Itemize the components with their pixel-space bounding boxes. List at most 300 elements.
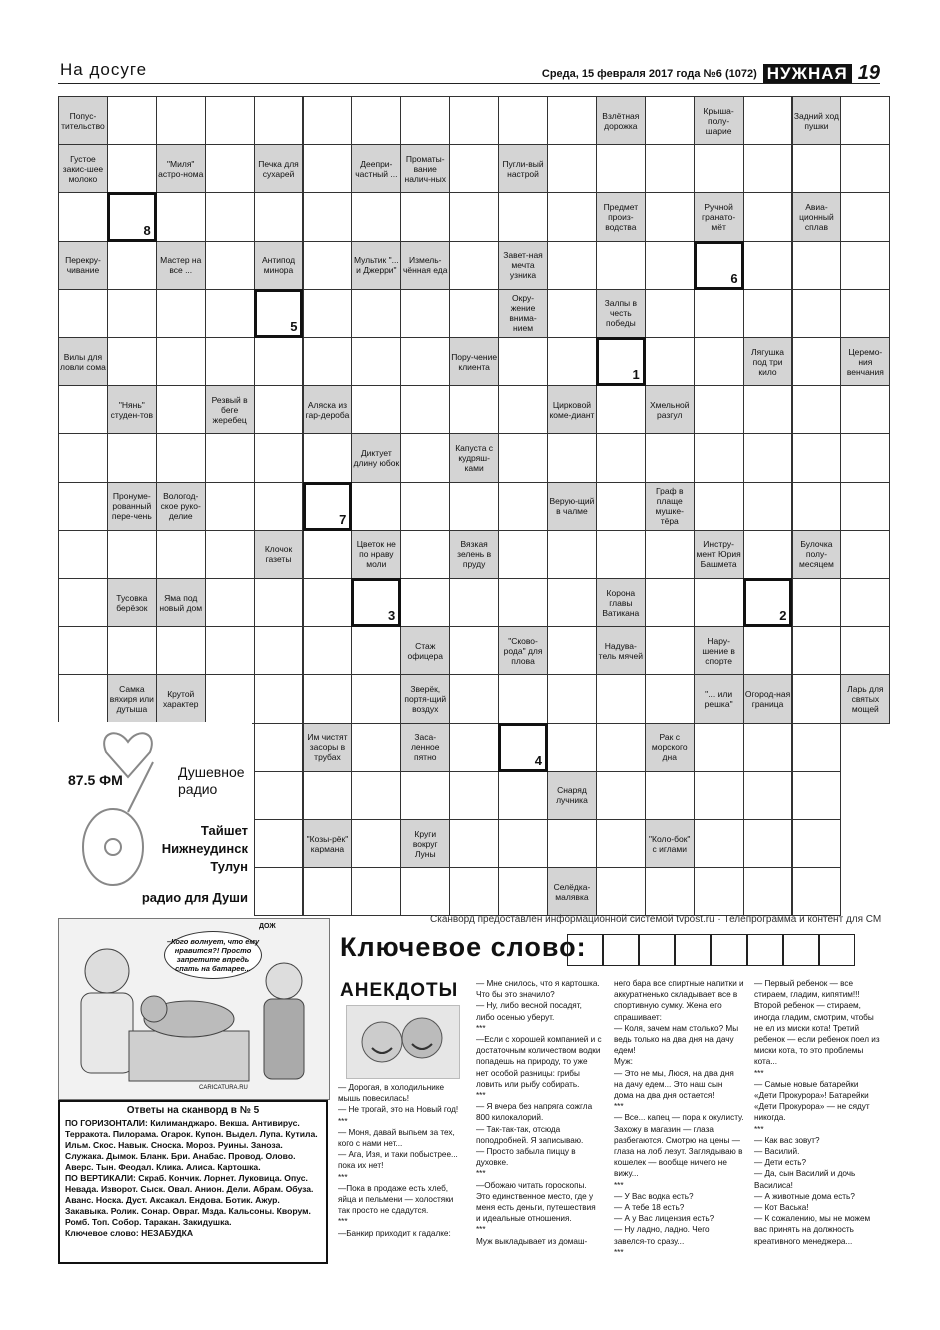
keyword-answer: НЕЗАБУДКА — [141, 1228, 194, 1238]
clue-cell — [498, 289, 548, 338]
clue-text: Проматы-вание налич-ных — [404, 153, 446, 184]
clue-text: Заса-ленное пятно — [410, 732, 440, 763]
answer-cell[interactable] — [645, 867, 695, 916]
clue-text: Пугли-вый настрой — [502, 158, 544, 179]
answer-cell[interactable] — [58, 578, 108, 627]
answer-cell[interactable] — [449, 192, 499, 241]
answer-cell[interactable] — [547, 144, 597, 193]
clue-text: Пору-чение клиента — [451, 351, 498, 372]
keyword-cell[interactable] — [596, 337, 646, 386]
answer-cell[interactable] — [743, 819, 793, 868]
answers-horizontal — [65, 1118, 321, 1173]
answer-cell[interactable] — [303, 96, 353, 145]
answer-cell[interactable] — [498, 482, 548, 531]
answer-cell[interactable] — [449, 241, 499, 290]
answer-cell[interactable] — [840, 192, 890, 241]
answer-cell[interactable] — [156, 385, 206, 434]
answer-cell[interactable] — [792, 433, 842, 482]
answer-cell[interactable] — [303, 578, 353, 627]
clue-text: Вологод-ское руко-делие — [160, 491, 201, 522]
clue-cell — [400, 241, 450, 290]
clue-text: Задний ход пушки — [793, 110, 839, 131]
answer-cell[interactable] — [205, 578, 255, 627]
answer-cell[interactable] — [58, 626, 108, 675]
answer-cell[interactable] — [547, 289, 597, 338]
clue-cell — [596, 289, 646, 338]
answer-cell[interactable] — [792, 289, 842, 338]
answers-vertical — [65, 1173, 321, 1228]
keyword-letter-box[interactable] — [747, 934, 783, 966]
answer-cell[interactable] — [205, 241, 255, 290]
answer-cell[interactable] — [58, 482, 108, 531]
answer-cell[interactable] — [840, 433, 890, 482]
answer-cell[interactable] — [743, 289, 793, 338]
answer-cell[interactable] — [645, 192, 695, 241]
clue-cell — [596, 192, 646, 241]
answer-cell[interactable] — [156, 289, 206, 338]
clue-text: Попус-тительство — [61, 110, 105, 131]
clue-text: Булочка полу-месяцем — [799, 539, 834, 570]
answer-cell[interactable] — [743, 96, 793, 145]
clue-text: Верую-щий в чалме — [549, 496, 595, 517]
answer-cell[interactable] — [743, 385, 793, 434]
answer-cell[interactable] — [107, 530, 157, 579]
clue-cell — [694, 626, 744, 675]
clue-text: Граф в плаще мушке-тёра — [655, 486, 684, 527]
clue-text: Перекру-чивание — [65, 255, 101, 276]
keyword-letter-box[interactable] — [711, 934, 747, 966]
clue-cell — [205, 385, 255, 434]
answer-cell[interactable] — [58, 289, 108, 338]
keyword-letter-box[interactable] — [567, 934, 603, 966]
clue-text: Огород-ная граница — [744, 688, 791, 709]
clue-cell — [840, 674, 890, 723]
header-rule — [58, 83, 880, 84]
answer-cell[interactable] — [254, 771, 304, 820]
answer-cell[interactable] — [743, 530, 793, 579]
clue-cell — [107, 674, 157, 723]
answer-cell[interactable] — [351, 819, 401, 868]
answer-cell[interactable] — [400, 96, 450, 145]
keyword-number: 7 — [339, 511, 347, 527]
answer-cell[interactable] — [547, 530, 597, 579]
page-number: 19 — [857, 62, 880, 84]
answer-cell[interactable] — [107, 626, 157, 675]
keyword-letter-box[interactable] — [675, 934, 711, 966]
answer-cell[interactable] — [303, 289, 353, 338]
answer-cell[interactable] — [498, 674, 548, 723]
answer-cell[interactable] — [498, 771, 548, 820]
answer-cell[interactable] — [58, 530, 108, 579]
answer-cell[interactable] — [694, 723, 744, 772]
answer-cell[interactable] — [840, 289, 890, 338]
answer-cell[interactable] — [840, 530, 890, 579]
answer-cell[interactable] — [547, 337, 597, 386]
answer-cell[interactable] — [792, 241, 842, 290]
answer-cell[interactable] — [254, 723, 304, 772]
answer-cell[interactable] — [449, 674, 499, 723]
answer-cell[interactable] — [156, 96, 206, 145]
answer-cell[interactable] — [254, 626, 304, 675]
answer-cell[interactable] — [400, 771, 450, 820]
answer-cell[interactable] — [303, 433, 353, 482]
keyword-cell[interactable] — [254, 289, 304, 338]
answer-cell[interactable] — [351, 674, 401, 723]
answer-cell[interactable] — [840, 482, 890, 531]
city-name: Тайшет — [200, 823, 248, 838]
answer-cell[interactable] — [645, 96, 695, 145]
answer-cell[interactable] — [596, 530, 646, 579]
answer-cell[interactable] — [254, 96, 304, 145]
answer-cell[interactable] — [743, 144, 793, 193]
answer-cell[interactable] — [694, 337, 744, 386]
answer-cell[interactable] — [205, 433, 255, 482]
answer-cell[interactable] — [792, 337, 842, 386]
answer-cell[interactable] — [107, 289, 157, 338]
answer-cell[interactable] — [792, 674, 842, 723]
answer-cell[interactable] — [449, 723, 499, 772]
answer-cell[interactable] — [400, 385, 450, 434]
answer-cell[interactable] — [840, 578, 890, 627]
clue-cell — [449, 433, 499, 482]
keyword-cell[interactable] — [107, 192, 157, 241]
answer-cell[interactable] — [449, 144, 499, 193]
answer-cell[interactable] — [743, 482, 793, 531]
answer-cell[interactable] — [449, 289, 499, 338]
answer-cell[interactable] — [596, 144, 646, 193]
clue-text: Церемо-ния венчания — [846, 346, 884, 377]
answer-cell[interactable] — [449, 819, 499, 868]
answer-cell[interactable] — [156, 433, 206, 482]
answer-cell[interactable] — [449, 578, 499, 627]
answer-cell[interactable] — [254, 867, 304, 916]
answer-cell[interactable] — [840, 241, 890, 290]
clue-text: Мастер на все ... — [160, 255, 202, 276]
answer-cell[interactable] — [303, 337, 353, 386]
answer-cell[interactable] — [156, 626, 206, 675]
answer-cell[interactable] — [400, 289, 450, 338]
clue-text: Завет-ная мечта узника — [503, 250, 543, 281]
answer-cell[interactable] — [449, 385, 499, 434]
clue-text: Крутой характер — [163, 688, 199, 709]
answer-cell[interactable] — [840, 96, 890, 145]
answer-cell[interactable] — [254, 337, 304, 386]
answer-cell[interactable] — [351, 867, 401, 916]
clue-text: Снаряд лучника — [556, 785, 588, 806]
answer-cell[interactable] — [645, 289, 695, 338]
answer-cell[interactable] — [254, 192, 304, 241]
answer-cell[interactable] — [498, 96, 548, 145]
answer-cell[interactable] — [205, 192, 255, 241]
clue-cell — [498, 241, 548, 290]
answer-cell[interactable] — [645, 433, 695, 482]
answer-cell[interactable] — [156, 530, 206, 579]
answer-cell[interactable] — [694, 867, 744, 916]
answer-cell[interactable] — [303, 241, 353, 290]
answer-cell[interactable] — [400, 192, 450, 241]
answer-cell[interactable] — [498, 337, 548, 386]
answer-cell[interactable] — [645, 241, 695, 290]
clue-text: Ручной гранато-мёт — [702, 201, 736, 232]
keyword-letter-box[interactable] — [603, 934, 639, 966]
answer-cell[interactable] — [303, 626, 353, 675]
clue-text: Ларь для святых мощей — [847, 683, 884, 714]
clue-cell — [498, 144, 548, 193]
keyword-number: 3 — [388, 608, 396, 624]
answer-cell[interactable] — [547, 674, 597, 723]
answer-cell[interactable] — [694, 578, 744, 627]
answer-cell[interactable] — [645, 626, 695, 675]
answer-cell[interactable] — [254, 674, 304, 723]
answer-cell[interactable] — [792, 819, 842, 868]
answer-cell[interactable] — [449, 867, 499, 916]
answer-cell[interactable] — [498, 578, 548, 627]
jokes-column-2: — Мне снилось, что я картошка. Что бы это значило? — Ну, либо весной посадят, либо осенью уберут. *** —Если с хорошей компанией и с достаточным количеством водки попадешь на природу, то уже нет особой разницы: грибы ловить или рыбу собирать. *** — Я вчера без напряга сожгла 800 килокалорий. — Так-так-так, отсюда поподробней. Я записываю. — Просто забыла пиццу в духовке. *** —Обожаю читать гороскопы. Это единственное место, где у меня есть деньги, путешествия и идеальные отношения. *** Муж выкладывает из домаш- — [476, 979, 602, 1246]
answer-cell[interactable] — [107, 337, 157, 386]
answer-cell[interactable] — [840, 385, 890, 434]
answer-cell[interactable] — [498, 192, 548, 241]
answer-cell[interactable] — [254, 482, 304, 531]
answer-cell[interactable] — [303, 674, 353, 723]
answer-cell[interactable] — [547, 578, 597, 627]
speech-bubble: –Кого волнует, что ему нравится?! Просто запретите впредь спать на батарее... — [164, 931, 262, 979]
answer-cell[interactable] — [792, 578, 842, 627]
answer-cell[interactable] — [156, 192, 206, 241]
answer-cell[interactable] — [351, 771, 401, 820]
city-name: Нижнеудинск — [161, 841, 248, 856]
answer-cell[interactable] — [351, 192, 401, 241]
clue-text: Антипод минора — [261, 255, 296, 276]
answer-cell[interactable] — [743, 771, 793, 820]
answer-cell[interactable] — [596, 241, 646, 290]
answer-cell[interactable] — [449, 96, 499, 145]
answer-cell[interactable] — [351, 482, 401, 531]
answers-title: Ответы на сканворд в № 5 — [126, 1105, 260, 1116]
answer-cell[interactable] — [254, 433, 304, 482]
answer-cell[interactable] — [792, 723, 842, 772]
keyword-cell[interactable] — [498, 723, 548, 772]
answer-cell[interactable] — [792, 385, 842, 434]
clue-text: Деепри-частный ... — [355, 158, 398, 179]
answer-cell[interactable] — [449, 482, 499, 531]
answer-cell[interactable] — [596, 723, 646, 772]
answer-cell[interactable] — [400, 433, 450, 482]
answer-cell[interactable] — [694, 771, 744, 820]
answer-cell[interactable] — [743, 626, 793, 675]
answer-cell[interactable] — [303, 530, 353, 579]
answer-cell[interactable] — [400, 482, 450, 531]
clue-text: Цирковой коме-диант — [549, 399, 595, 420]
clue-text: Авиа-ционный сплав — [799, 201, 834, 232]
answer-cell[interactable] — [205, 337, 255, 386]
keyword-cell[interactable] — [351, 578, 401, 627]
answer-cell[interactable] — [205, 482, 255, 531]
clue-cell — [547, 771, 597, 820]
answer-cell[interactable] — [400, 530, 450, 579]
clue-text: Аляска из гар-дероба — [305, 399, 350, 420]
answer-cell[interactable] — [205, 96, 255, 145]
answer-cell[interactable] — [107, 241, 157, 290]
answer-cell[interactable] — [107, 433, 157, 482]
answer-cell[interactable] — [792, 626, 842, 675]
answer-cell[interactable] — [351, 723, 401, 772]
clue-cell — [400, 626, 450, 675]
clue-cell — [694, 530, 744, 579]
answer-cell[interactable] — [156, 337, 206, 386]
clue-cell — [303, 723, 353, 772]
answer-cell[interactable] — [303, 144, 353, 193]
answer-cell[interactable] — [743, 192, 793, 241]
answer-cell[interactable] — [400, 337, 450, 386]
answer-cell[interactable] — [645, 337, 695, 386]
answer-cell[interactable] — [596, 433, 646, 482]
answer-cell[interactable] — [351, 96, 401, 145]
answer-cell[interactable] — [547, 241, 597, 290]
clue-cell — [351, 241, 401, 290]
radio-slogan: радио для Души — [141, 890, 248, 905]
clue-text: Вилы для ловли сома — [60, 351, 106, 372]
clue-text: Крыша-полу-шарие — [703, 105, 734, 136]
keyword-number: 4 — [534, 752, 542, 768]
answer-cell[interactable] — [596, 819, 646, 868]
answer-cell[interactable] — [840, 144, 890, 193]
answer-cell[interactable] — [792, 771, 842, 820]
answer-cell[interactable] — [645, 771, 695, 820]
answer-cell[interactable] — [303, 192, 353, 241]
keyword-letter-box[interactable] — [819, 934, 855, 966]
answer-cell[interactable] — [498, 867, 548, 916]
clue-cell — [303, 385, 353, 434]
answer-cell[interactable] — [743, 241, 793, 290]
clue-cell — [400, 674, 450, 723]
clue-text: "Миля" астро-нома — [158, 158, 204, 179]
answer-cell[interactable] — [792, 867, 842, 916]
answer-cell[interactable] — [792, 482, 842, 531]
clue-cell — [107, 385, 157, 434]
answer-cell[interactable] — [498, 433, 548, 482]
answer-cell[interactable] — [205, 144, 255, 193]
clue-cell — [694, 674, 744, 723]
answer-cell[interactable] — [351, 385, 401, 434]
answer-cell[interactable] — [351, 289, 401, 338]
keyword-cell[interactable] — [303, 482, 353, 531]
answer-cell[interactable] — [205, 674, 255, 723]
clue-text: Цветок не по нраву моли — [356, 539, 396, 570]
clue-cell — [156, 241, 206, 290]
answer-cell[interactable] — [303, 867, 353, 916]
answer-cell[interactable] — [596, 385, 646, 434]
answer-cell[interactable] — [547, 723, 597, 772]
answer-cell[interactable] — [351, 626, 401, 675]
answer-cell[interactable] — [547, 192, 597, 241]
answer-cell[interactable] — [547, 819, 597, 868]
answer-cell[interactable] — [792, 144, 842, 193]
answer-cell[interactable] — [694, 385, 744, 434]
answer-cell[interactable] — [694, 144, 744, 193]
answer-cell[interactable] — [694, 819, 744, 868]
answer-cell[interactable] — [107, 144, 157, 193]
clue-cell — [351, 144, 401, 193]
answer-cell[interactable] — [205, 626, 255, 675]
clue-cell — [645, 385, 695, 434]
answer-cell[interactable] — [498, 530, 548, 579]
answer-cell[interactable] — [58, 433, 108, 482]
answer-cell[interactable] — [547, 626, 597, 675]
answer-cell[interactable] — [694, 482, 744, 531]
answer-cell[interactable] — [694, 433, 744, 482]
keyword-letter-box[interactable] — [783, 934, 819, 966]
clue-text: Инстру-мент Юрия Башмета — [696, 539, 741, 570]
answer-cell[interactable] — [400, 867, 450, 916]
clue-text: Надува-тель мячей — [598, 640, 643, 661]
answer-cell[interactable] — [303, 771, 353, 820]
radio-cities — [118, 822, 248, 876]
answer-cell[interactable] — [694, 289, 744, 338]
answer-cell[interactable] — [743, 433, 793, 482]
answer-cell[interactable] — [596, 867, 646, 916]
answer-cell[interactable] — [743, 723, 793, 772]
keyword-letter-box[interactable] — [639, 934, 675, 966]
answer-cell[interactable] — [58, 674, 108, 723]
answer-cell[interactable] — [205, 530, 255, 579]
keyword-number: 6 — [730, 270, 738, 286]
keyword-cell[interactable] — [694, 241, 744, 290]
radio-ad — [58, 722, 252, 912]
answer-cell[interactable] — [547, 433, 597, 482]
answer-cell[interactable] — [498, 819, 548, 868]
clue-cell — [58, 337, 108, 386]
answer-cell[interactable] — [400, 578, 450, 627]
clue-cell — [547, 482, 597, 531]
answer-cell[interactable] — [449, 626, 499, 675]
jokes-column-1: — Дорогая, в холодильнике мышь повесилась! — Не трогай, это на Новый год! *** — Моня, давай выпьем за тех, кого с нами нет... — Ага, Изя, и таки побыстрее... пока их нет! *** —Пока в продаже есть хлеб, яйца и пельмени — холостяки так просто не сдадутся. *** —Банкир приходит к гадалке: — [338, 1083, 459, 1238]
answer-cell[interactable] — [498, 385, 548, 434]
answer-cell[interactable] — [351, 337, 401, 386]
cartoon-illustration — [58, 918, 330, 1100]
clue-text: Селёдка-малявка — [553, 881, 591, 902]
answer-cell[interactable] — [254, 578, 304, 627]
answer-cell[interactable] — [596, 771, 646, 820]
answer-cell[interactable] — [743, 867, 793, 916]
answer-cell[interactable] — [58, 385, 108, 434]
answer-cell[interactable] — [58, 192, 108, 241]
clue-text: Диктует длину юбок — [353, 447, 400, 468]
answer-cell[interactable] — [645, 578, 695, 627]
answer-cell[interactable] — [254, 385, 304, 434]
clue-text: Стаж офицера — [407, 640, 443, 661]
clue-text: Густое закис-шее молоко — [62, 153, 104, 184]
clue-cell — [107, 482, 157, 531]
answer-cell[interactable] — [205, 289, 255, 338]
clue-text: Нару-шение в спорте — [702, 635, 735, 666]
answer-cell[interactable] — [254, 819, 304, 868]
answer-cell[interactable] — [645, 674, 695, 723]
answer-cell[interactable] — [645, 530, 695, 579]
answer-cell[interactable] — [596, 482, 646, 531]
clue-text: Яма под новый дом — [159, 592, 203, 613]
answer-cell[interactable] — [596, 674, 646, 723]
answer-cell[interactable] — [107, 96, 157, 145]
answer-cell[interactable] — [449, 771, 499, 820]
issue-info — [542, 62, 880, 85]
answer-cell[interactable] — [840, 626, 890, 675]
answer-cell[interactable] — [547, 96, 597, 145]
clue-cell — [694, 96, 744, 145]
clue-text: Капуста с кудряш-ками — [455, 442, 494, 473]
newspaper-logo: НУЖНАЯ — [763, 64, 852, 84]
keyword-cell[interactable] — [743, 578, 793, 627]
answer-cell[interactable] — [645, 144, 695, 193]
